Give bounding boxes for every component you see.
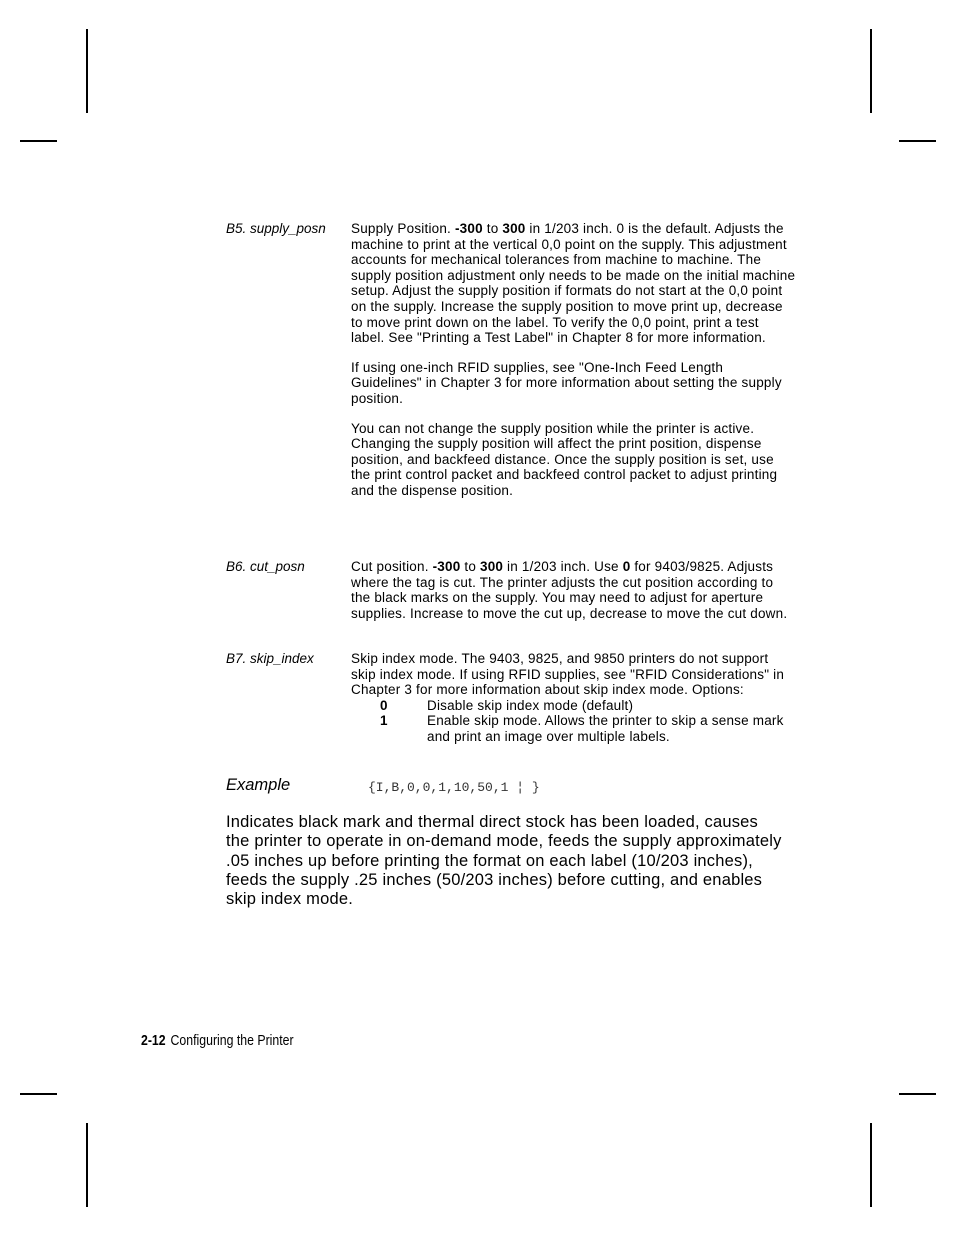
entry-paragraph: If using one-inch RFID supplies, see "One-Inch Feed Length Guidelines" in Chapter 3 for more information about setting the supply position.	[351, 359, 782, 406]
entry-paragraph: Supply Position. -300 to 300 in 1/203 inch. 0 is the default. Adjusts the machine to print at the vertical 0,0 point on the supply. This adjustment accounts for mechanical tolerances from machine to machine. The supply position adjustment only needs to be made on the initial machine setup. Adjust the supply position if formats do not start at the 0,0 point on the supply. Increase the supply position to move print up, decrease to move print down on the label. To verify the 0,0 point, print a test label. See "Printing a Test Label" in Chapter 8 for more information.	[351, 221, 796, 346]
crop-mark-bottom-left-horizontal	[20, 1093, 57, 1095]
page-footer	[141, 1032, 294, 1049]
chapter-title: Configuring the Printer	[170, 1032, 294, 1049]
example-explanation: Indicates black mark and thermal direct stock has been loaded, causes the printer to operate in on-demand mode, feeds the supply approximately .05 inches up before printing the format on each label (10/203 inches), feeds the supply .25 inches (50/203 inches) before cutting, and enables skip index mode.	[226, 813, 782, 909]
crop-mark-top-left-vertical	[86, 29, 88, 113]
crop-mark-bottom-right-vertical	[870, 1123, 872, 1207]
entry-term: B5. supply_posn	[226, 221, 326, 236]
option-key: 0	[380, 697, 388, 713]
crop-mark-top-left-horizontal	[20, 140, 57, 142]
option-row	[351, 698, 796, 714]
page-number: 2-12	[141, 1032, 166, 1049]
example-label: Example	[226, 776, 291, 794]
crop-mark-bottom-left-vertical	[86, 1123, 88, 1207]
crop-mark-top-right-horizontal	[899, 140, 936, 142]
option-text: Disable skip index mode (default)	[427, 697, 634, 713]
entry-term: B6. cut_posn	[226, 559, 305, 574]
entry-paragraph: Skip index mode. The 9403, 9825, and 9850 printers do not support skip index mode. If using RFID supplies, see "RFID Considerations" in Chapter 3 for more information about skip index mode. Options:	[351, 651, 785, 698]
crop-mark-top-right-vertical	[870, 29, 872, 113]
entry-description	[351, 559, 796, 621]
option-key: 1	[380, 713, 388, 729]
entry-paragraph: You can not change the supply position while the printer is active. Changing the supply position will affect the print position, dispense position, and backfeed distance. Once the supply position is set, use the print control packet and backfeed control packet to adjust printing and the dispense position.	[351, 420, 778, 498]
entry-description	[351, 651, 796, 744]
example-code: {I,B,0,0,1,10,50,1 ¦ }	[368, 780, 540, 795]
option-row	[351, 713, 796, 744]
entry-description	[351, 221, 796, 499]
entry-paragraph: Cut position. -300 to 300 in 1/203 inch. Use 0 for 9403/9825. Adjusts where the tag is cut. The printer adjusts the cut position according to the black marks on the supply. You may need to adjust for aperture supplies. Increase to move the cut up, decrease to move the cut down.	[351, 559, 788, 621]
option-text: Enable skip mode. Allows the printer to skip a sense mark and print an image over multiple labels.	[427, 713, 784, 744]
crop-mark-bottom-right-horizontal	[899, 1093, 936, 1095]
entry-term: B7. skip_index	[226, 651, 314, 666]
